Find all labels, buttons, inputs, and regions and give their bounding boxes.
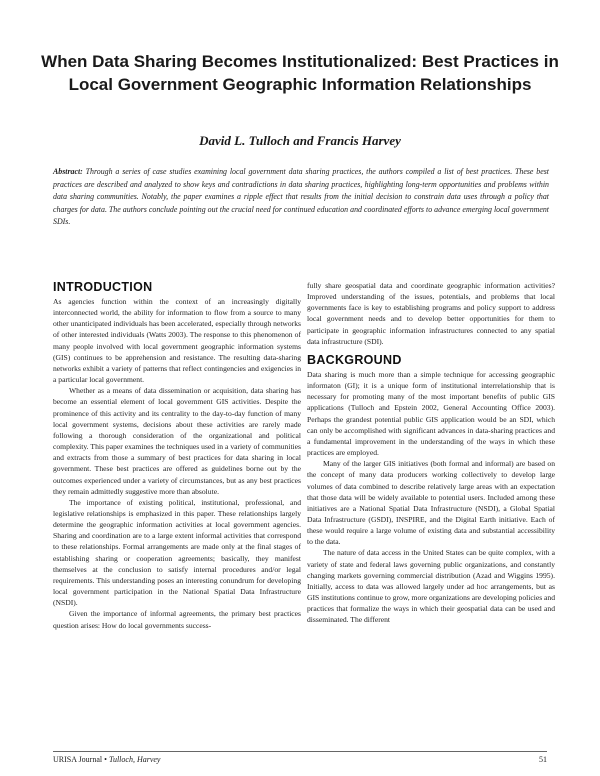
abstract-label: Abstract: [53,167,83,176]
intro-continuation: fully share geospatial data and coordinate geographic information activities? Improved understanding of the issues, potentials, and problems that local governments face is key to establishing programs and policy support to address local government needs and to develop better opportunities for them to participate in geographic information infrastructures connected to any spatial data infrastructure (SDI). [307,281,555,346]
footer-journal: URISA Journal [53,755,103,764]
right-column [307,280,555,626]
footer-running-head [53,755,160,764]
left-column [53,280,301,631]
intro-paragraph-2: Whether as a means of data dissemination or acquisition, data sharing has become an essential element of local government GIS activities. Despite the prominence of this activity and its centrality to the day-to-day function of many local government systems, decisions about these activities are rarely made following a thorough consideration of the organizational and political complexity. This paper examines the techniques used in a variety of communities and extracts from those a summary of best practices for data sharing in local government. These best practices are offered as guidelines borne out by the outcomes experienced under a variety of circumstances, but as any best practices they remain admittedly suggestive more than absolute. [53,386,301,496]
abstract-text: Through a series of case studies examining local government data sharing practices, the authors compiled a list of best practices. These best practices are described and analyzed to show keys and contradictions in data sharing practices, highlighting long-term opportunities and problems within data sharing communities. Notably, the paper examines a ripple effect that results from the initial decision to constrain data uses through a policy that charges for data. The authors conclude pointing out the crucial need for continued education and coordinated efforts to advance emerging local government SDIs. [53,167,549,227]
paper-authors: David L. Tulloch and Francis Harvey [199,133,401,148]
background-paragraph-3: The nature of data access in the United States can be quite complex, with a variety of state and federal laws governing public organizations, and constantly changing markets governing commercial distribution (Azad and Wiggins 1995). Initially, access to data was allowed largely under ad hoc arrangements, but as GIS institutions continue to grow, more organizations are developing policies and practices that formalize the ways in which their geospatial data can be used and disseminated. The different [307,548,556,625]
footer-bullet: • [102,755,109,764]
intro-paragraph-3: The importance of existing political, institutional, professional, and legislative relationships is emphasized in this paper. These relationships largely determine the geographic information activities at local government agencies. Sharing and coordination are to a large extent informal activities that correspond to these relationships. Formal arrangements are made only at the final stages of establishing sharing or cooperation agreements; basically, they manifest themselves at the conclusion to satisfy internal procedures and/or legal requirements. This understanding poses an interesting conundrum for developing local government participation in the National Spatial Data Infrastructure (NSDI). [53,497,301,608]
section-heading-introduction: INTRODUCTION [53,280,153,294]
page-number: 51 [539,755,547,764]
background-paragraph-2: Many of the larger GIS initiatives (both formal and informal) are based on the concept of many data producers working collectively to develop large volumes of data combined to describe relatively large areas with an expectation that those data will be widely available to potential users. Included among these initiatives are a National Spatial Data Infrastructure (NSDI), a Global Spatial Data Infrastructure (GSDI), INSPIRE, and the Digital Earth initiative. Each of these would require a large volume of existing data and substantial accessibility to the data. [307,459,555,547]
background-paragraph-1: Data sharing is much more than a simple technique for accessing geographic informaton (GI); it is a unique form of institutional interrelationship that is necessary for promoting many of the most important benefits of public GIS applications (Tulloch and Epstein 2002, General Accounting Office 2003). Perhaps the grandest potential public GIS application would be an SDI, which can only be accomplished with significant advances in data-sharing practices and a fundamental improvement in the understanding of the ways in which these practices are employed. [307,369,555,458]
footer-authors: Tulloch, Harvey [108,755,161,764]
paper-title: When Data Sharing Becomes Institutionalized: Best Practices in Local Government Geographic Information Relationships [41,52,559,94]
abstract [53,166,549,229]
section-heading-background: BACKGROUND [307,352,402,367]
intro-paragraph-1: As agencies function within the context of an increasingly digitally interconnected world, the ability for information to flow from a source to many other unanticipated individuals has been accelerated, especially through networks of other interested individuals (Watts 2003). The response to this phenomenon of many people involved with local government geographic information systems (GIS) continues to be apprehension and resistance. The resulting data-sharing networks exhibit a variety of patterns that reflect contingencies and exigencies in a particular local government. [53,297,301,385]
intro-paragraph-4: Given the importance of informal agreements, the primary best practices question arises: How do local governments success- [53,609,301,630]
footer-rule [53,751,547,752]
